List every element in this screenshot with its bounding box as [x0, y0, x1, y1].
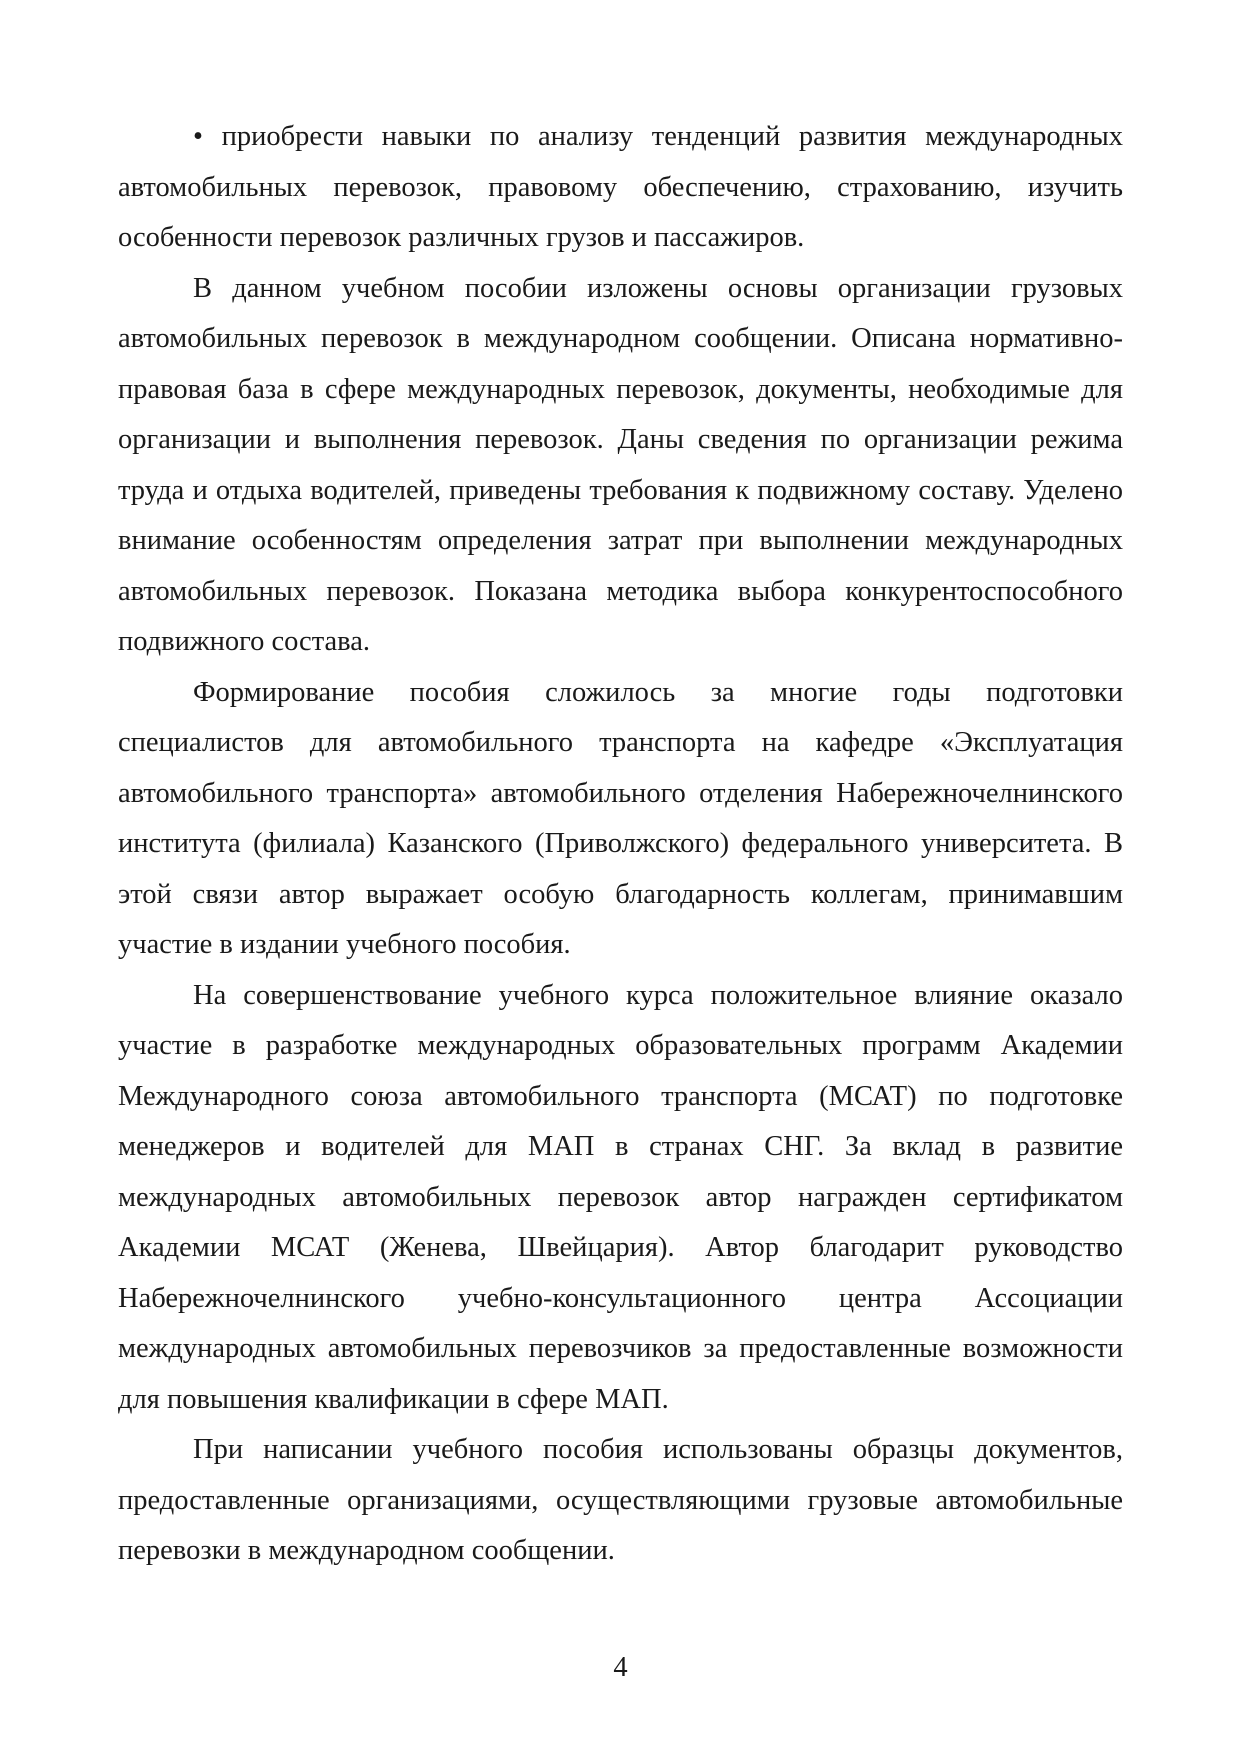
paragraph-course-improvement: На совершенствование учебного курса положительное влияние оказало участие в разработке международных образовательных программ Академии Международного союза автомобильного транспорта (МСАТ) по подготовке менеджеров и водителей для МАП в странах СНГ. За вклад в развитие международных автомобильных перевозок автор награжден сертификатом Академии МСАТ (Женева, Швейцария). Автор благодарит руководство Набережночелнинского учебно-консультационного центра Ассоциации международных автомобильных перевозчиков за предоставленные возможности для повышения квалификации в сфере МАП.: [118, 979, 1123, 1415]
paragraph-contents-overview: В данном учебном пособии изложены основы организации грузовых автомобильных перевозок в международном сообщении. Описана нормативно-правовая база в сфере международных перевозок, документы, необходимые для организации и выполнения перевозок. Даны сведения по организации режима труда и отдыха водителей, приведены требования к подвижному составу. Уделено внимание особенностям определения затрат при выполнении международных автомобильных перевозок. Показана методика выбора конкурентоспособного подвижного состава.: [118, 272, 1123, 657]
paragraph-document-samples: При написании учебного пособия использованы образцы документов, предоставленные организациями, осуществляющими грузовые автомобильные перевозки в международном сообщении.: [118, 1434, 1123, 1566]
page-number: 4: [613, 1652, 628, 1683]
paragraph-bullet-skills: • приобрести навыки по анализу тенденций развития международных автомобильных перевозок, правовому обеспечению, страхованию, изучить особенности перевозок различных грузов и пассажиров.: [118, 121, 1123, 253]
body-text: [118, 112, 1123, 1577]
paragraph-formation-history: Формирование пособия сложилось за многие годы подготовки специалистов для автомобильного транспорта на кафедре «Эксплуатация автомобильного транспорта» автомобильного отделения Набережночелнинского института (филиала) Казанского (Приволжского) федерального университета. В этой связи автор выражает особую благодарность коллегам, принимавшим участие в издании учебного пособия.: [118, 676, 1123, 960]
